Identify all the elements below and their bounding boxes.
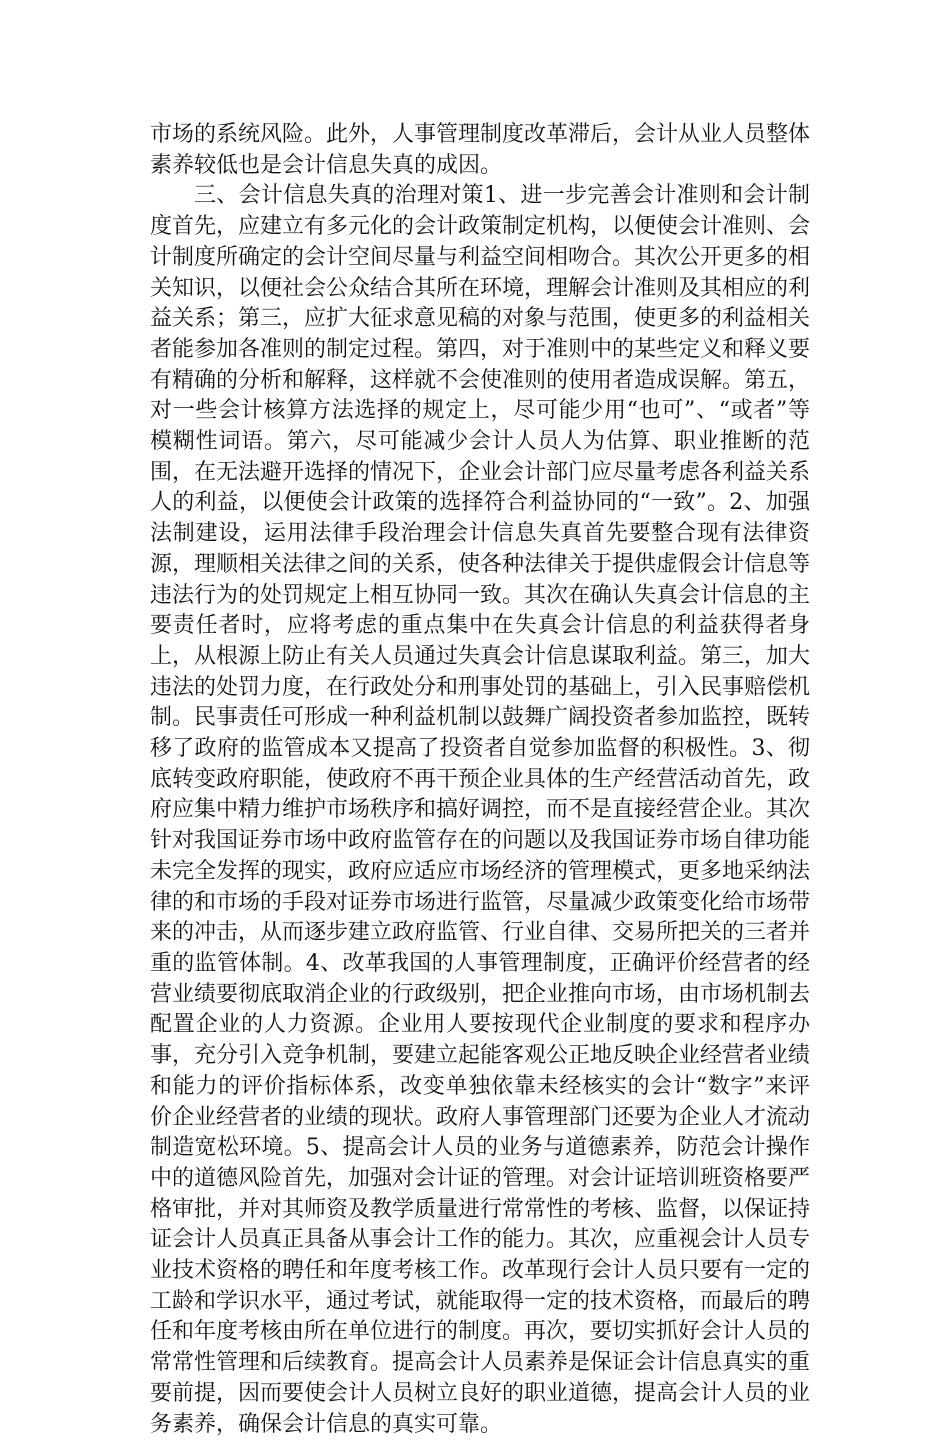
paragraph-continuation: 市场的系统风险。此外，人事管理制度改革滞后，会计从业人员整体素养较低也是会计信息失真的成因。 (150, 122, 811, 178)
paragraph-governance-measures: 三、会计信息失真的治理对策1、进一步完善会计准则和会计制度首先，应建立有多元化的会计政策制定机构，以便使会计准则、会计制度所确定的会计空间尽量与利益空间相吻合。其次公开更多的相关知识，以便社会公众结合其所在环境，理解会计准则及其相应的利益关系；第三，应扩大征求意见稿的对象与范围，使更多的利益相关者能参加各准则的制定过程。第四，对于准则中的某些定义和释义要有精确的分析和解释，这样就不会使准则的使用者造成误解。第五，对一些会计核算方法选择的规定上，尽可能少用“也可”、“或者”等模糊性词语。第六，尽可能减少会计人员人为估算、职业推断的范围，在无法避开选择的情况下，企业会计部门应尽量考虑各利益关系人的利益，以便使会计政策的选择符合利益协同的“一致”。2、加强法制建设，运用法律手段治理会计信息失真首先要整合现有法律资源，理顺相关法律之间的关系，使各种法律关于提供虚假会计信息等违法行为的处罚规定上相互协同一致。其次在确认失真会计信息的主要责任者时，应将考虑的重点集中在失真会计信息的利益获得者身上，从根源上防止有关人员通过失真会计信息谋取利益。第三，加大违法的处罚力度，在行政处分和刑事处罚的基础上，引入民事赔偿机制。民事责任可形成一种利益机制以鼓舞广阔投资者参加监控，既转移了政府的监管成本又提高了投资者自觉参加监督的积极性。3、彻底转变政府职能，使政府不再干预企业具体的生产经营活动首先，政府应集中精力维护市场秩序和搞好调控，而不是直接经营企业。其次针对我国证券市场中政府监管存在的问题以及我国证券市场自律功能未完全发挥的现实，政府应适应市场经济的管理模式，更多地采纳法律的和市场的手段对证券市场进行监管，尽量减少政策变化给市场带来的冲击，从而逐步建立政府监管、行业自律、交易所把关的三者并重的监管体制。4、改革我国的人事管理制度，正确评价经营者的经营业绩要彻底取消企业的行政级别，把企业推向市场，由市场机制去配置企业的人力资源。企业用人要按现代企业制度的要求和程序办事，充分引入竞争机制，要建立起能客观公正地反映企业经营者业绩和能力的评价指标体系，改变单独依靠未经核实的会计“数字”来评价企业经营者的业绩的现状。政府人事管理部门还要为企业人才流动制造宽松环境。5、提高会计人员的业务与道德素养，防范会计操作中的道德风险首先，加强对会计证的管理。对会计证培训班资格要严格审批，并对其师资及教学质量进行常常性的考核、监督，以保证持证会计人员真正具备从事会计工作的能力。其次，应重视会计人员专业技术资格的聘任和年度考核工作。改革现行会计人员只要有一定的工龄和学识水平，通过考试，就能取得一定的技术资格，而最后的聘任和年度考核由所在单位进行的制度。再次，要切实抓好会计人员的常常性管理和后续教育。提高会计人员素养是保证会计信息真实的重要前提，因而要使会计人员树立良好的职业道德，提高会计人员的业务素养，确保会计信息的真实可靠。 (150, 183, 811, 1437)
body-text (150, 120, 810, 1440)
